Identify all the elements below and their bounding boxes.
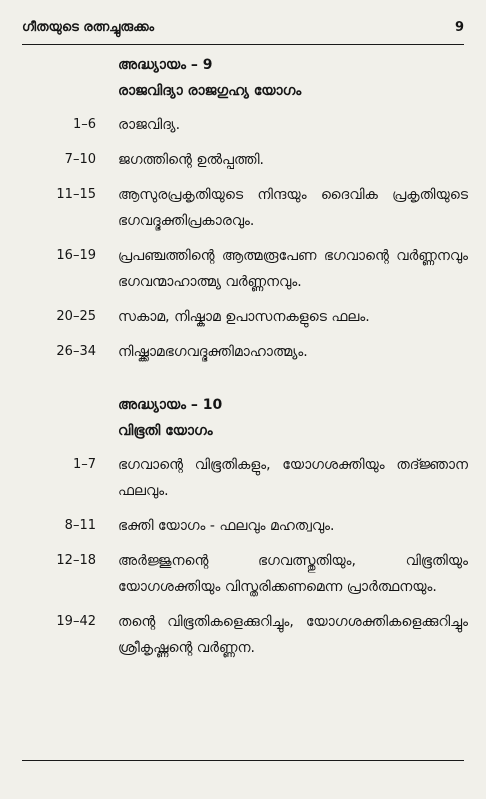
- chapter-section: [0, 52, 486, 365]
- verse-entry: [0, 452, 486, 504]
- page-content: [0, 52, 486, 670]
- verse-entry: [0, 182, 486, 234]
- verse-range: 8–11: [64, 518, 96, 533]
- verse-entry: [0, 513, 486, 539]
- chapter-heading: അദ്ധ്യായം – 10: [118, 397, 223, 413]
- verse-summary: സകാമ, നിഷ്കാമ ഉപാസനകളുടെ ഫലം.: [118, 309, 370, 325]
- verse-range: 11–15: [56, 187, 96, 202]
- verse-range: 19–42: [56, 614, 96, 629]
- verse-range: 7–10: [64, 152, 96, 167]
- verse-summary: തന്റെ വിഭൂതികളെക്കുറിച്ചും, യോഗശക്തികളെക്കുറിച്ചും ശ്രീകൃഷ്ണന്റെ വർണ്ണന.: [118, 614, 468, 656]
- verse-summary: ഭക്തി യോഗം - ഫലവും മഹത്വവും.: [118, 518, 335, 534]
- chapter-subtitle: വിഭൂതി യോഗം: [118, 423, 213, 439]
- running-header: [22, 14, 464, 40]
- verse-summary: രാജവിദ്യ.: [118, 117, 181, 133]
- verse-range: 1–7: [72, 457, 96, 472]
- verse-entry: [0, 112, 486, 138]
- chapter-heading: അദ്ധ്യായം – 9: [118, 57, 213, 73]
- verse-range: 16–19: [56, 248, 96, 263]
- verse-summary: നിഷ്ക്കാമഭഗവദ്ഭക്തിമാഹാത്മ്യം.: [118, 344, 308, 360]
- verse-summary: പ്രപഞ്ചത്തിന്റെ ആത്മരൂപേണ ഭഗവാന്റെ വർണ്ണനവും ഭഗവന്മാഹാത്മ്യ വർണ്ണനവും.: [118, 248, 468, 290]
- verse-entry: [0, 609, 486, 661]
- verse-entry: [0, 339, 486, 365]
- verse-entry: [0, 304, 486, 330]
- verse-range: 26–34: [56, 344, 96, 359]
- verse-summary: ആസുരപ്രകൃതിയുടെ നിന്ദയും ദൈവിക പ്രകൃതിയുടെ ഭഗവദ്ഭക്തിപ്രകാരവും.: [118, 187, 468, 229]
- verse-range: 20–25: [56, 309, 96, 324]
- verse-range: 12–18: [56, 553, 96, 568]
- verse-entry: [0, 147, 486, 173]
- footer-rule: [22, 760, 464, 761]
- verse-summary: ജഗത്തിന്റെ ഉൽപ്പത്തി.: [118, 152, 264, 168]
- page-number: 9: [454, 19, 464, 35]
- verse-summary: അർജ്ജുനന്റെ ഭഗവത്സ്തുതിയും, വിഭൂതിയും യോഗശക്തിയും വിസ്തരിക്കണമെന്ന പ്രാർത്ഥനയും.: [118, 553, 468, 595]
- header-rule: [22, 44, 464, 45]
- chapter-subtitle: രാജവിദ്യാ രാജഗുഹ്യ യോഗം: [118, 83, 302, 99]
- section-gap: [0, 374, 486, 392]
- verse-range: 1–6: [72, 117, 96, 132]
- running-title: ഗീതയുടെ രത്നച്ചുരുക്കം: [22, 19, 155, 35]
- verse-entry: [0, 548, 486, 600]
- verse-entry: [0, 243, 486, 295]
- chapter-section: [0, 392, 486, 661]
- verse-summary: ഭഗവാന്റെ വിഭൂതികളും, യോഗശക്തിയും തദ്ജ്ഞാന ഫലവും.: [118, 457, 468, 499]
